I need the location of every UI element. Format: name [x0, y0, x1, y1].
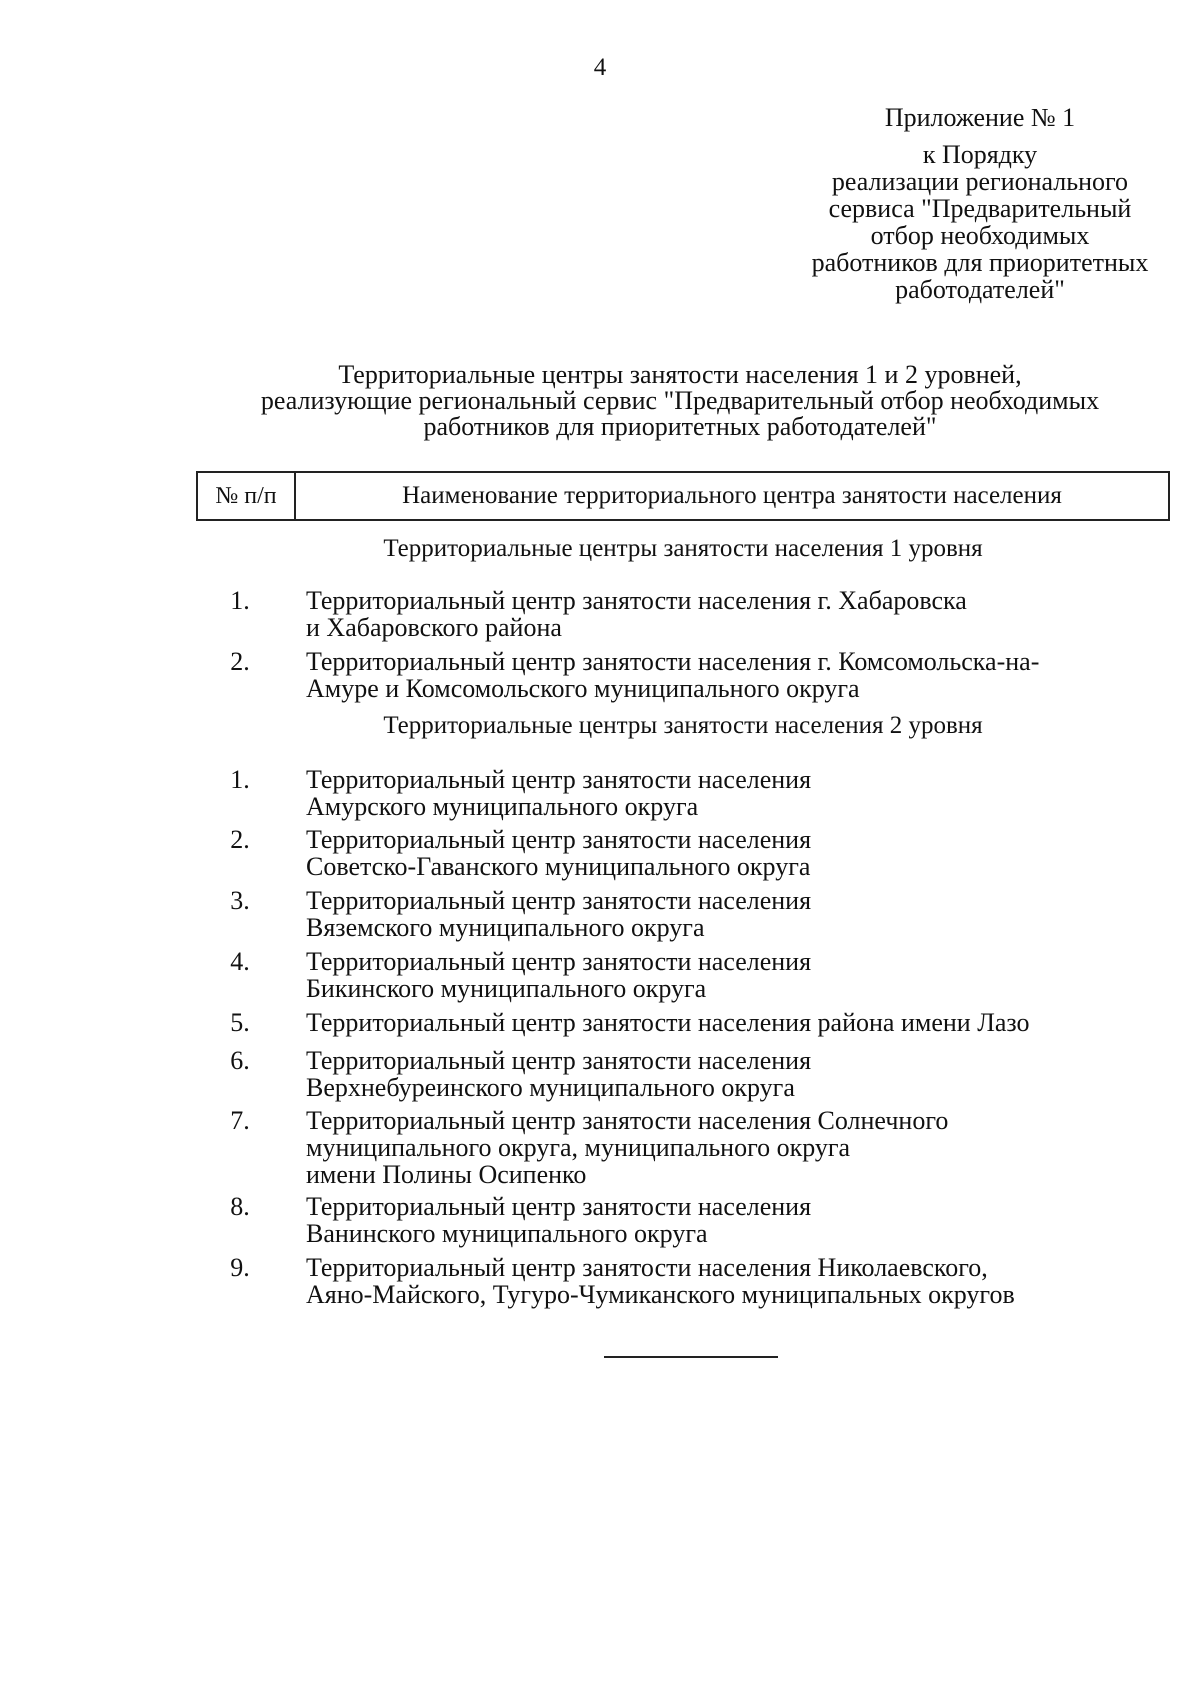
item-text: Территориальный центр занятости населения Бикинского муниципального округа — [306, 947, 812, 1003]
item-text: Территориальный центр занятости населения Вяземского муниципального округа — [306, 886, 812, 942]
item-text: Территориальный центр занятости населения Николаевского, Аяно-Майского, Тугуро-Чумиканского муниципальных округов — [306, 1253, 1015, 1309]
item-text: Территориальный центр занятости населения района имени Лазо — [306, 1008, 1030, 1037]
item-text: Территориальный центр занятости населения г. Комсомольска-на- Амуре и Комсомольского муниципального округа — [306, 647, 1040, 703]
item-number: 8. — [230, 1192, 250, 1221]
item-number: 2. — [230, 825, 250, 854]
appendix-line: работников для приоритетных — [811, 248, 1149, 277]
item-text: Территориальный центр занятости населения Ванинского муниципального округа — [306, 1192, 812, 1248]
item-number: 5. — [230, 1008, 250, 1037]
page-number: 4 — [593, 54, 607, 81]
appendix-block — [760, 104, 1200, 303]
item-number: 1. — [230, 765, 250, 794]
table-header — [196, 471, 1170, 521]
item-number: 2. — [230, 647, 250, 676]
appendix-title: Приложение № 1 — [884, 103, 1076, 132]
item-text: Территориальный центр занятости населения г. Хабаровска и Хабаровского района — [306, 586, 967, 642]
section-title-level2: Территориальные центры занятости населения 2 уровня — [383, 712, 983, 739]
item-text: Территориальный центр занятости населения Верхнебуреинского муниципального округа — [306, 1046, 812, 1102]
item-number: 7. — [230, 1106, 250, 1135]
item-number: 9. — [230, 1253, 250, 1282]
item-text: Территориальный центр занятости населения Амурского муниципального округа — [306, 765, 812, 821]
document-title-line: реализующие региональный сервис "Предварительный отбор необходимых — [260, 386, 1100, 415]
item-number: 6. — [230, 1046, 250, 1075]
appendix-line: работодателей" — [895, 275, 1065, 304]
document-title-line: Территориальные центры занятости населения 1 и 2 уровней, — [338, 360, 1022, 389]
column-header-name: Наименование территориального центра занятости населения — [402, 482, 1062, 509]
appendix-line: отбор необходимых — [870, 221, 1090, 250]
item-number: 4. — [230, 947, 250, 976]
document-title — [200, 362, 1160, 440]
item-text: Территориальный центр занятости населения Советско-Гаванского муниципального округа — [306, 825, 812, 881]
appendix-line: к Порядку — [922, 140, 1038, 169]
item-number: 1. — [230, 586, 250, 615]
item-text: Территориальный центр занятости населения Солнечного муниципального округа, муниципального округа имени Полины Осипенко — [306, 1106, 949, 1189]
document-title-line: работников для приоритетных работодателей" — [423, 412, 937, 441]
item-number: 3. — [230, 886, 250, 915]
section-title-level1: Территориальные центры занятости населения 1 уровня — [383, 535, 983, 562]
end-divider — [604, 1356, 778, 1358]
column-header-number: № п/п — [198, 473, 296, 519]
appendix-line: реализации регионального — [831, 167, 1129, 196]
appendix-line: сервиса "Предварительный — [828, 194, 1132, 223]
